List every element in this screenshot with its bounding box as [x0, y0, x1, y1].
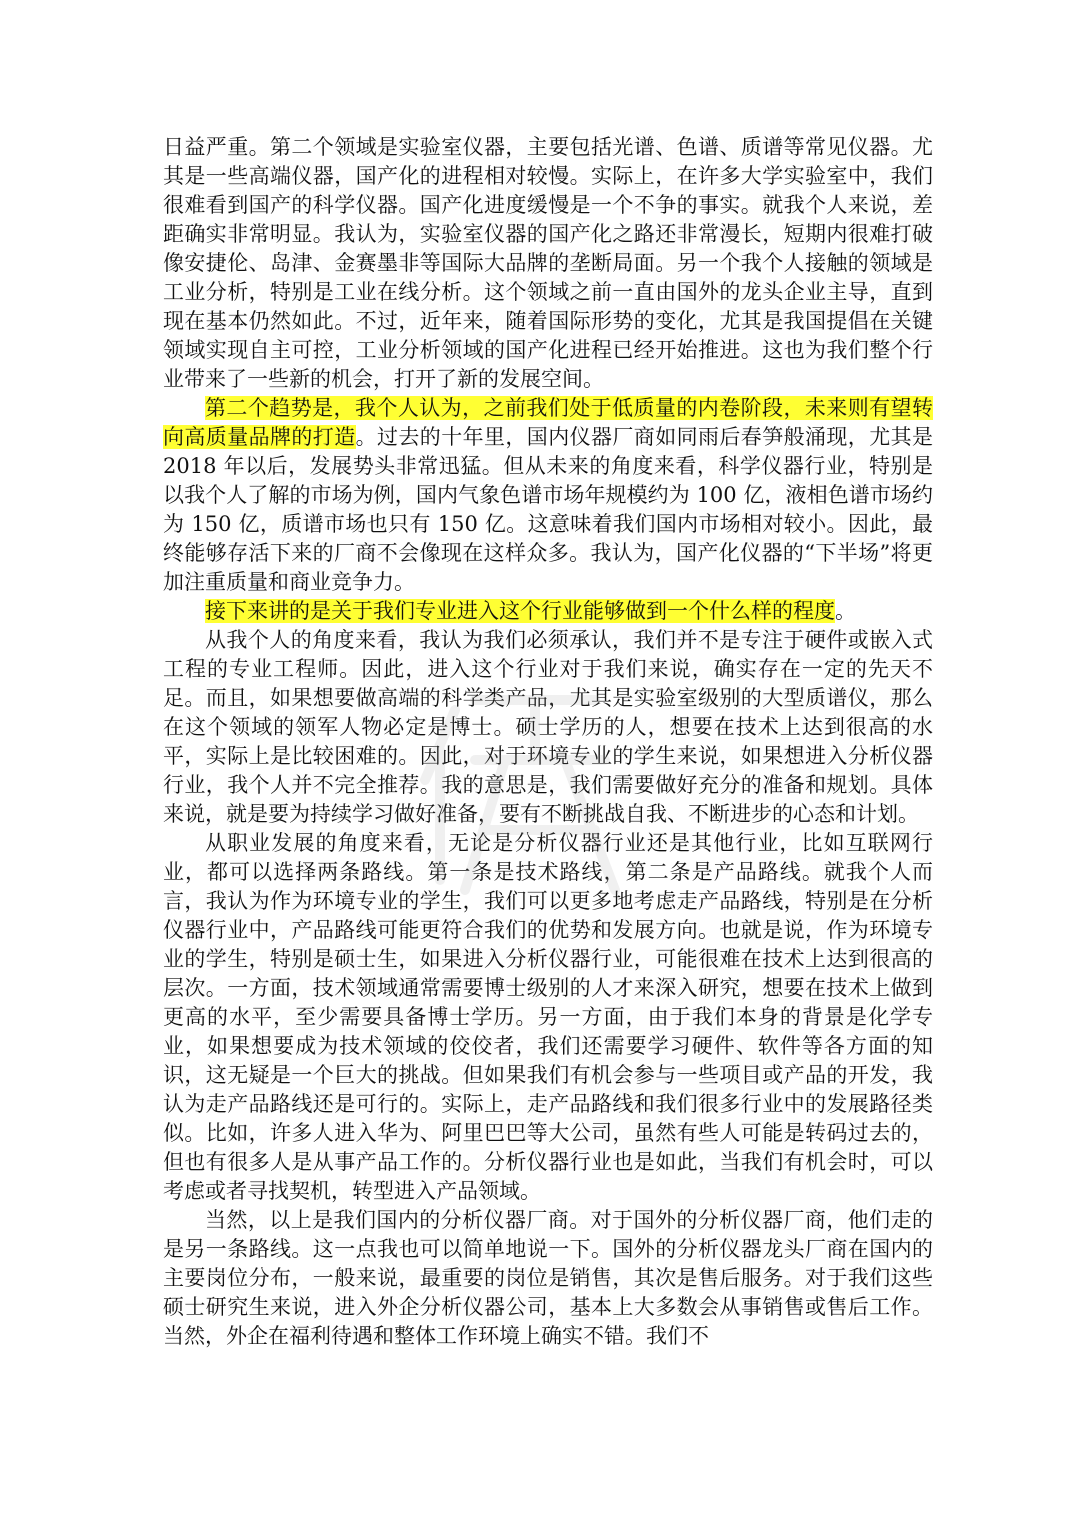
paragraph-4-text: 从我个人的角度来看，我认为我们必须承认，我们并不是专注于硬件或嵌入式工程的专业工程师。因此，进入这个行业对于我们来说，确实存在一定的先天不足。而且，如果想要做高端的科学类产品，尤其是实验室级别的大型质谱仪，那么在这个领域的领军人物必定是博士。硕士学历的人，想要在技术上达到很高的水平，实际上是比较困难的。因此，对于环境专业的学生来说，如果想进入分析仪器行业，我个人并不完全推荐。我的意思是，我们需要做好充分的准备和规划。具体来说，就是要为持续学习做好准备，要有不断挑战自我、不断进步的心态和计划。 [163, 628, 933, 826]
paragraph-1-text: 日益严重。第二个领域是实验室仪器，主要包括光谱、色谱、质谱等常见仪器。尤其是一些高端仪器，国产化的进程相对较慢。实际上，在许多大学实验室中，我们很难看到国产的科学仪器。国产化进度缓慢是一个不争的事实。就我个人来说，差距确实非常明显。我认为，实验室仪器的国产化之路还非常漫长，短期内很难打破像安捷伦、岛津、金赛墨非等国际大品牌的垄断局面。另一个我个人接触的领域是工业分析，特别是工业在线分析。这个领域之前一直由国外的龙头企业主导，直到现在基本仍然如此。不过，近年来，随着国际形势的变化，尤其是我国提倡在关键领域实现自主可控，工业分析领域的国产化进程已经开始推进。这也为我们整个行业带来了一些新的机会，打开了新的发展空间。 [163, 135, 933, 391]
paragraph-6 [163, 1206, 933, 1351]
paragraph-6-text: 当然，以上是我们国内的分析仪器厂商。对于国外的分析仪器厂商，他们走的是另一条路线。这一点我也可以简单地说一下。国外的分析仪器龙头厂商在国内的主要岗位分布，一般来说，最重要的岗位是销售，其次是售后服务。对于我们这些硕士研究生来说，进入外企分析仪器公司，基本上大多数会从事销售或售后工作。当然，外企在福利待遇和整体工作环境上确实不错。我们不 [163, 1208, 933, 1348]
paragraph-1 [163, 133, 933, 394]
paragraph-5-text: 从职业发展的角度来看，无论是分析仪器行业还是其他行业，比如互联网行业，都可以选择两条路线。第一条是技术路线，第二条是产品路线。就我个人而言，我认为作为环境专业的学生，我们可以更多地考虑走产品路线，特别是在分析仪器行业中，产品路线可能更符合我们的优势和发展方向。也就是说，作为环境专业的学生，特别是硕士生，如果进入分析仪器行业，可能很难在技术上达到很高的层次。一方面，技术领域通常需要博士级别的人才来深入研究，想要在技术上做到更高的水平，至少需要具备博士学历。另一方面，由于我们本身的背景是化学专业，如果想要成为技术领域的佼佼者，我们还需要学习硬件、软件等各方面的知识，这无疑是一个巨大的挑战。但如果我们有机会参与一些项目或产品的开发，我认为走产品路线还是可行的。实际上，走产品路线和我们很多行业中的发展路径类似。比如，许多人进入华为、阿里巴巴等大公司，虽然有些人可能是转码过去的，但也有很多人是从事产品工作的。分析仪器行业也是如此，当我们有机会时，可以考虑或者寻找契机，转型进入产品领域。 [163, 831, 933, 1203]
paragraph-2 [163, 394, 933, 597]
body-text [163, 133, 933, 1351]
paragraph-3-highlight: 接下来讲的是关于我们专业进入这个行业能够做到一个什么样的程度 [205, 599, 835, 623]
paragraph-3-text: 。 [835, 599, 856, 623]
paragraph-4 [163, 626, 933, 829]
paragraph-2-text: 。过去的十年里，国内仪器厂商如同雨后春笋般涌现，尤其是 2018 年以后，发展势头非常迅猛。但从未来的角度来看，科学仪器行业，特别是以我个人了解的市场为例，国内气象色谱市场年规模约为 100 亿，液相色谱市场约为 150 亿，质谱市场也只有 150 亿。这意味着我们国内市场相对较小。因此，最终能够存活下来的厂商不会像现在这样众多。我认为，国产化仪器的“下半场”将更加注重质量和商业竞争力。 [163, 425, 934, 594]
paragraph-5 [163, 829, 933, 1206]
paragraph-2-highlight: 第二个趋势是，我个人认为，之前我们处于低质量的内卷阶段，未来则有望转向高质量品牌的打造 [163, 396, 933, 449]
paragraph-3 [163, 597, 933, 626]
